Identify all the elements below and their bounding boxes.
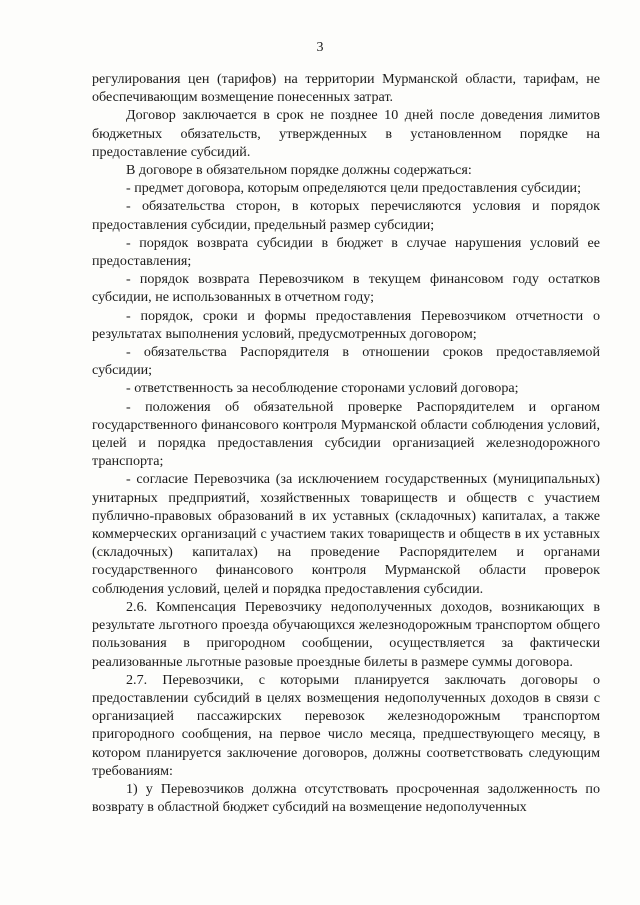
paragraph-section-2-6: 2.6. Компенсация Перевозчику недополученных доходов, возникающих в результате льготного проезда обучающихся железнодорожным транспортом общего пользования в пригородном сообщении, осуществляется за фактически реализованные льготные разовые проездные билеты в размере суммы договора. — [92, 598, 600, 670]
list-item: - согласие Перевозчика (за исключением государственных (муниципальных) унитарных предприятий, хозяйственных товариществ и обществ с участием публично-правовых образований в их уставных (складочных) капиталах, а также коммерческих организаций с участием таких товариществ и обществ в их уставных (складочных) капиталах) на проведение Распорядителем и органами государственного финансового контроля Мурманской области проверок соблюдения условий, целей и порядка предоставления субсидии. — [92, 471, 600, 597]
paragraph-contract-contents-intro: В договоре в обязательном порядке должны содержаться: — [126, 162, 472, 179]
list-item: - порядок, сроки и формы предоставления Перевозчиком отчетности о результатах выполнения условий, предусмотренных договором; — [92, 307, 600, 342]
list-item: - порядок возврата Перевозчиком в текущем финансовом году остатков субсидии, не использованных в отчетном году; — [92, 271, 600, 306]
list-item: - положения об обязательной проверке Распорядителем и органом государственного финансового контроля Мурманской области соблюдения условий, целей и порядка предоставления субсидии организацией железнодорожного транспорта; — [92, 398, 600, 470]
list-item: - обязательства сторон, в которых перечисляются условия и порядок предоставления субсидии, предельный размер субсидии; — [92, 198, 600, 233]
list-item: - порядок возврата субсидии в бюджет в случае нарушения условий ее предоставления; — [92, 234, 600, 270]
document-body — [92, 70, 600, 816]
paragraph-continuation: регулирования цен (тарифов) на территории Мурманской области, тарифам, не обеспечивающим возмещение понесенных затрат. — [92, 71, 600, 106]
page-number: 3 — [316, 40, 324, 55]
paragraph-requirement-1: 1) у Перевозчиков должна отсутствовать просроченная задолженность по возврату в областной бюджет субсидий на возмещение недополученных — [92, 780, 600, 816]
paragraph-section-2-7: 2.7. Перевозчики, с которыми планируется заключать договоры о предоставлении субсидий в целях возмещения недополученных доходов в связи с организацией пассажирских перевозок железнодорожным транспортом пригородного сообщения, на первое число месяца, предшествующего месяцу, в котором планируется заключение договоров, должны соответствовать следующим требованиям: — [92, 671, 600, 779]
paragraph-contract-deadline: Договор заключается в срок не позднее 10 дней после доведения лимитов бюджетных обязательств, утвержденных в установленном порядке на предоставление субсидий. — [92, 107, 600, 160]
list-item: - обязательства Распорядителя в отношении сроков предоставляемой субсидии; — [92, 344, 600, 379]
list-item: - предмет договора, которым определяются цели предоставления субсидии; — [126, 180, 581, 197]
list-item: - ответственность за несоблюдение сторонами условий договора; — [126, 380, 519, 397]
